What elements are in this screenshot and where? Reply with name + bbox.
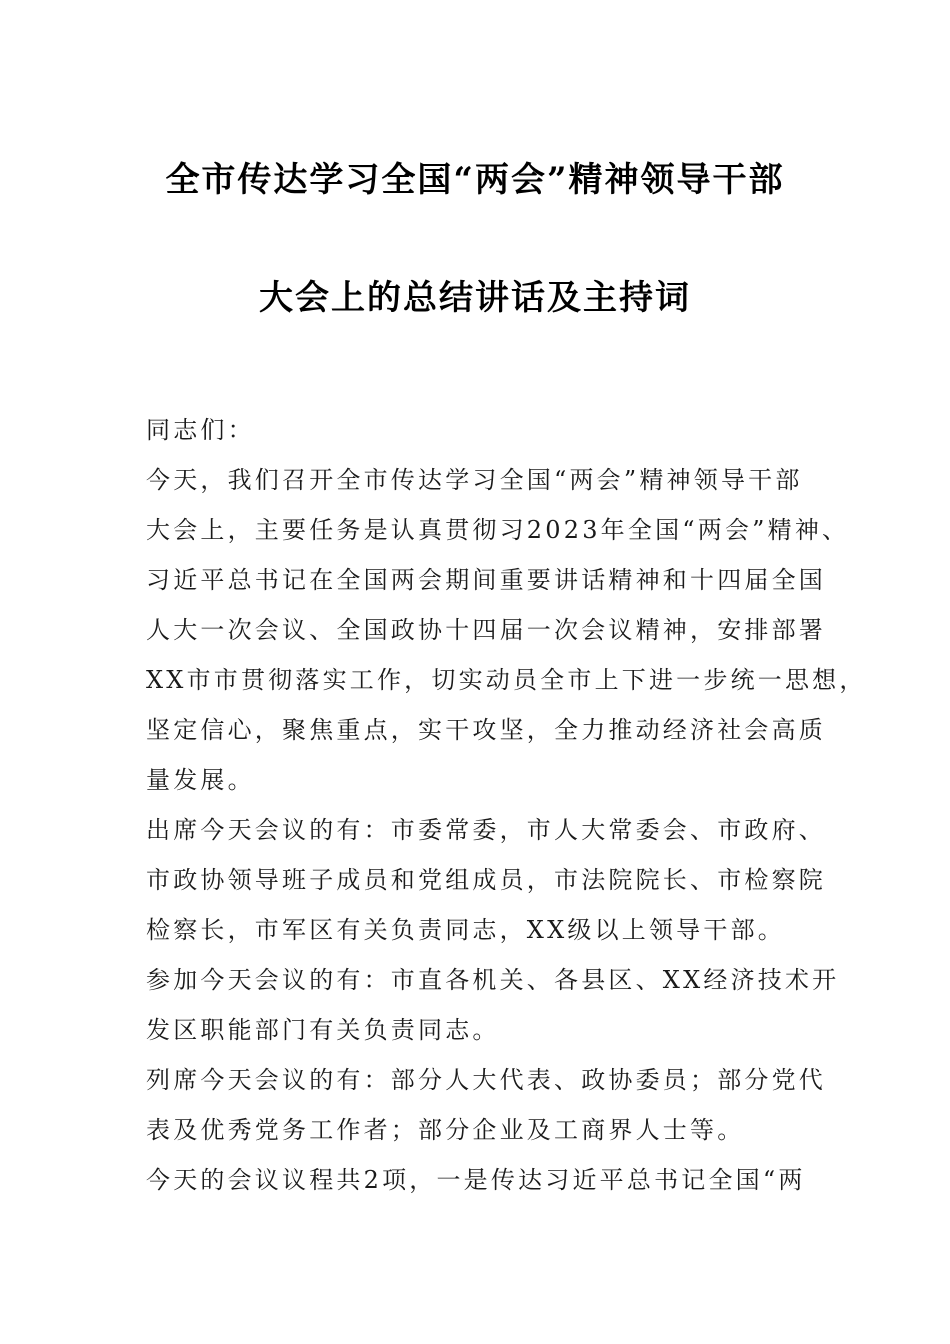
body-line: 习近平总书记在全国两会期间重要讲话精神和十四届全国 [146,566,826,594]
body-line: 坚定信心，聚焦重点，实干攻坚，全力推动经济社会高质 [146,716,826,744]
body-line: 市政协领导班子成员和党组成员，市法院院长、市检察院 [146,866,826,894]
document-title-line-1: 全市传达学习全国“两会”精神领导干部 [165,160,785,200]
body-line: 大会上，主要任务是认真贯彻习2023年全国“两会”精神、 [146,516,850,544]
body-line: 列席今天会议的有：部分人大代表、政协委员；部分党代 [146,1066,826,1094]
body-line: 表及优秀党务工作者；部分企业及工商界人士等。 [146,1116,745,1144]
body-line: XX市市贯彻落实工作，切实动员全市上下进一步统一思想， [146,666,867,694]
body-line: 今天的会议议程共2项，一是传达习近平总书记全国“两 [146,1166,806,1194]
body-line: 参加今天会议的有：市直各机关、各县区、XX经济技术开 [146,966,840,994]
body-line: 人大一次会议、全国政协十四届一次会议精神，安排部署 [146,616,826,644]
body-line: 量发展。 [146,766,255,794]
body-line: 发区职能部门有关负责同志。 [146,1016,500,1044]
document-body [146,412,867,1212]
salutation: 同志们： [146,416,255,444]
body-line: 今天，我们召开全市传达学习全国“两会”精神领导干部 [146,466,803,494]
body-line: 检察长，市军区有关负责同志，XX级以上领导干部。 [146,916,785,944]
document-title-line-2: 大会上的总结讲话及主持词 [259,278,691,318]
body-line: 出席今天会议的有：市委常委，市人大常委会、市政府、 [146,816,826,844]
